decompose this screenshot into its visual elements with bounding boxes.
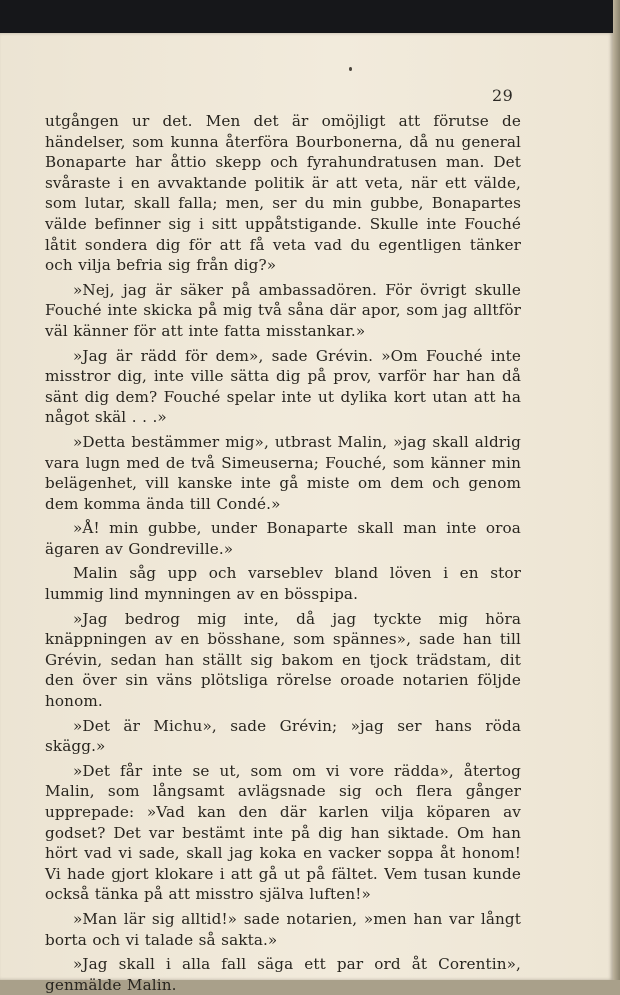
paragraph: »Nej, jag är säker på ambassadören. För övrigt skulle Fouché inte skicka på mig två såna där apor, som jag alltför väl känner för att inte fatta misstankar.» bbox=[45, 280, 521, 340]
paragraph: »Det är Michu», sade Grévin; »jag ser hans röda skägg.» bbox=[45, 716, 521, 756]
paragraph: utgången ur det. Men det är omöjligt att förutse de händelser, som kunna återföra Bourbonerna, då nu general Bonaparte har åttio skepp och fyrahundratusen man. Det svåraste i en avvaktande politik är att veta, när ett välde, som lutar, skall falla; men, ser du min gubbe, Bonapartes välde befinner sig i sitt uppåtstigande. Skulle inte Fouché låtit sondera dig för att få veta vad du egentligen tänker och vilja befria sig från dig?» bbox=[45, 112, 521, 275]
book-binding-edge bbox=[0, 0, 620, 33]
paragraph: »Jag bedrog mig inte, då jag tyckte mig höra knäppningen av en bösshane, som spännes», sade han till Grévin, sedan han ställt sig bakom en tjock trädstam, dit den över sin väns plötsliga rörelse oroade notarien följde honom. bbox=[45, 609, 521, 711]
paragraph: »Jag är rädd för dem», sade Grévin. »Om Fouché inte misstror dig, inte ville sätta dig på prov, varför har han då sänt dig dem? Fouché spelar inte ut dylika kort utan att ha något skäl . . .» bbox=[45, 346, 521, 427]
dust-mark bbox=[349, 67, 352, 71]
paragraph: »Man lär sig alltid!» sade notarien, »men han var långt borta och vi talade så sakta.» bbox=[45, 909, 521, 949]
page-edge bbox=[613, 0, 620, 980]
paragraph: Malin såg upp och varseblev bland löven i en stor lummig lind mynningen av en bösspipa. bbox=[45, 564, 521, 604]
paragraph: »Det får inte se ut, som om vi vore rädda», återtog Malin, som långsamt avlägsnade sig och flera gånger upprepade: »Vad kan den där karlen vilja köparen av godset? Det var bestämt inte på dig han siktade. Om han hört vad vi sade, skall jag koka en vacker soppa åt honom! Vi hade gjort klokare i att gå ut på fältet. Vem tusan kunde också tänka på att misstro själva luften!» bbox=[45, 761, 521, 904]
page-number: 29 bbox=[492, 86, 514, 105]
body-text bbox=[45, 111, 521, 995]
paragraph: »Detta bestämmer mig», utbrast Malin, »jag skall aldrig vara lugn med de två Simeuserna; Fouché, som känner min belägenhet, vill kanske inte gå miste om dem och genom dem komma ända till Condé.» bbox=[45, 432, 521, 513]
paragraph: »Jag skall i alla fall säga ett par ord åt Corentin», genmälde Malin. bbox=[45, 955, 521, 994]
paragraph: »Å! min gubbe, under Bonaparte skall man inte oroa ägaren av Gondreville.» bbox=[45, 519, 521, 558]
